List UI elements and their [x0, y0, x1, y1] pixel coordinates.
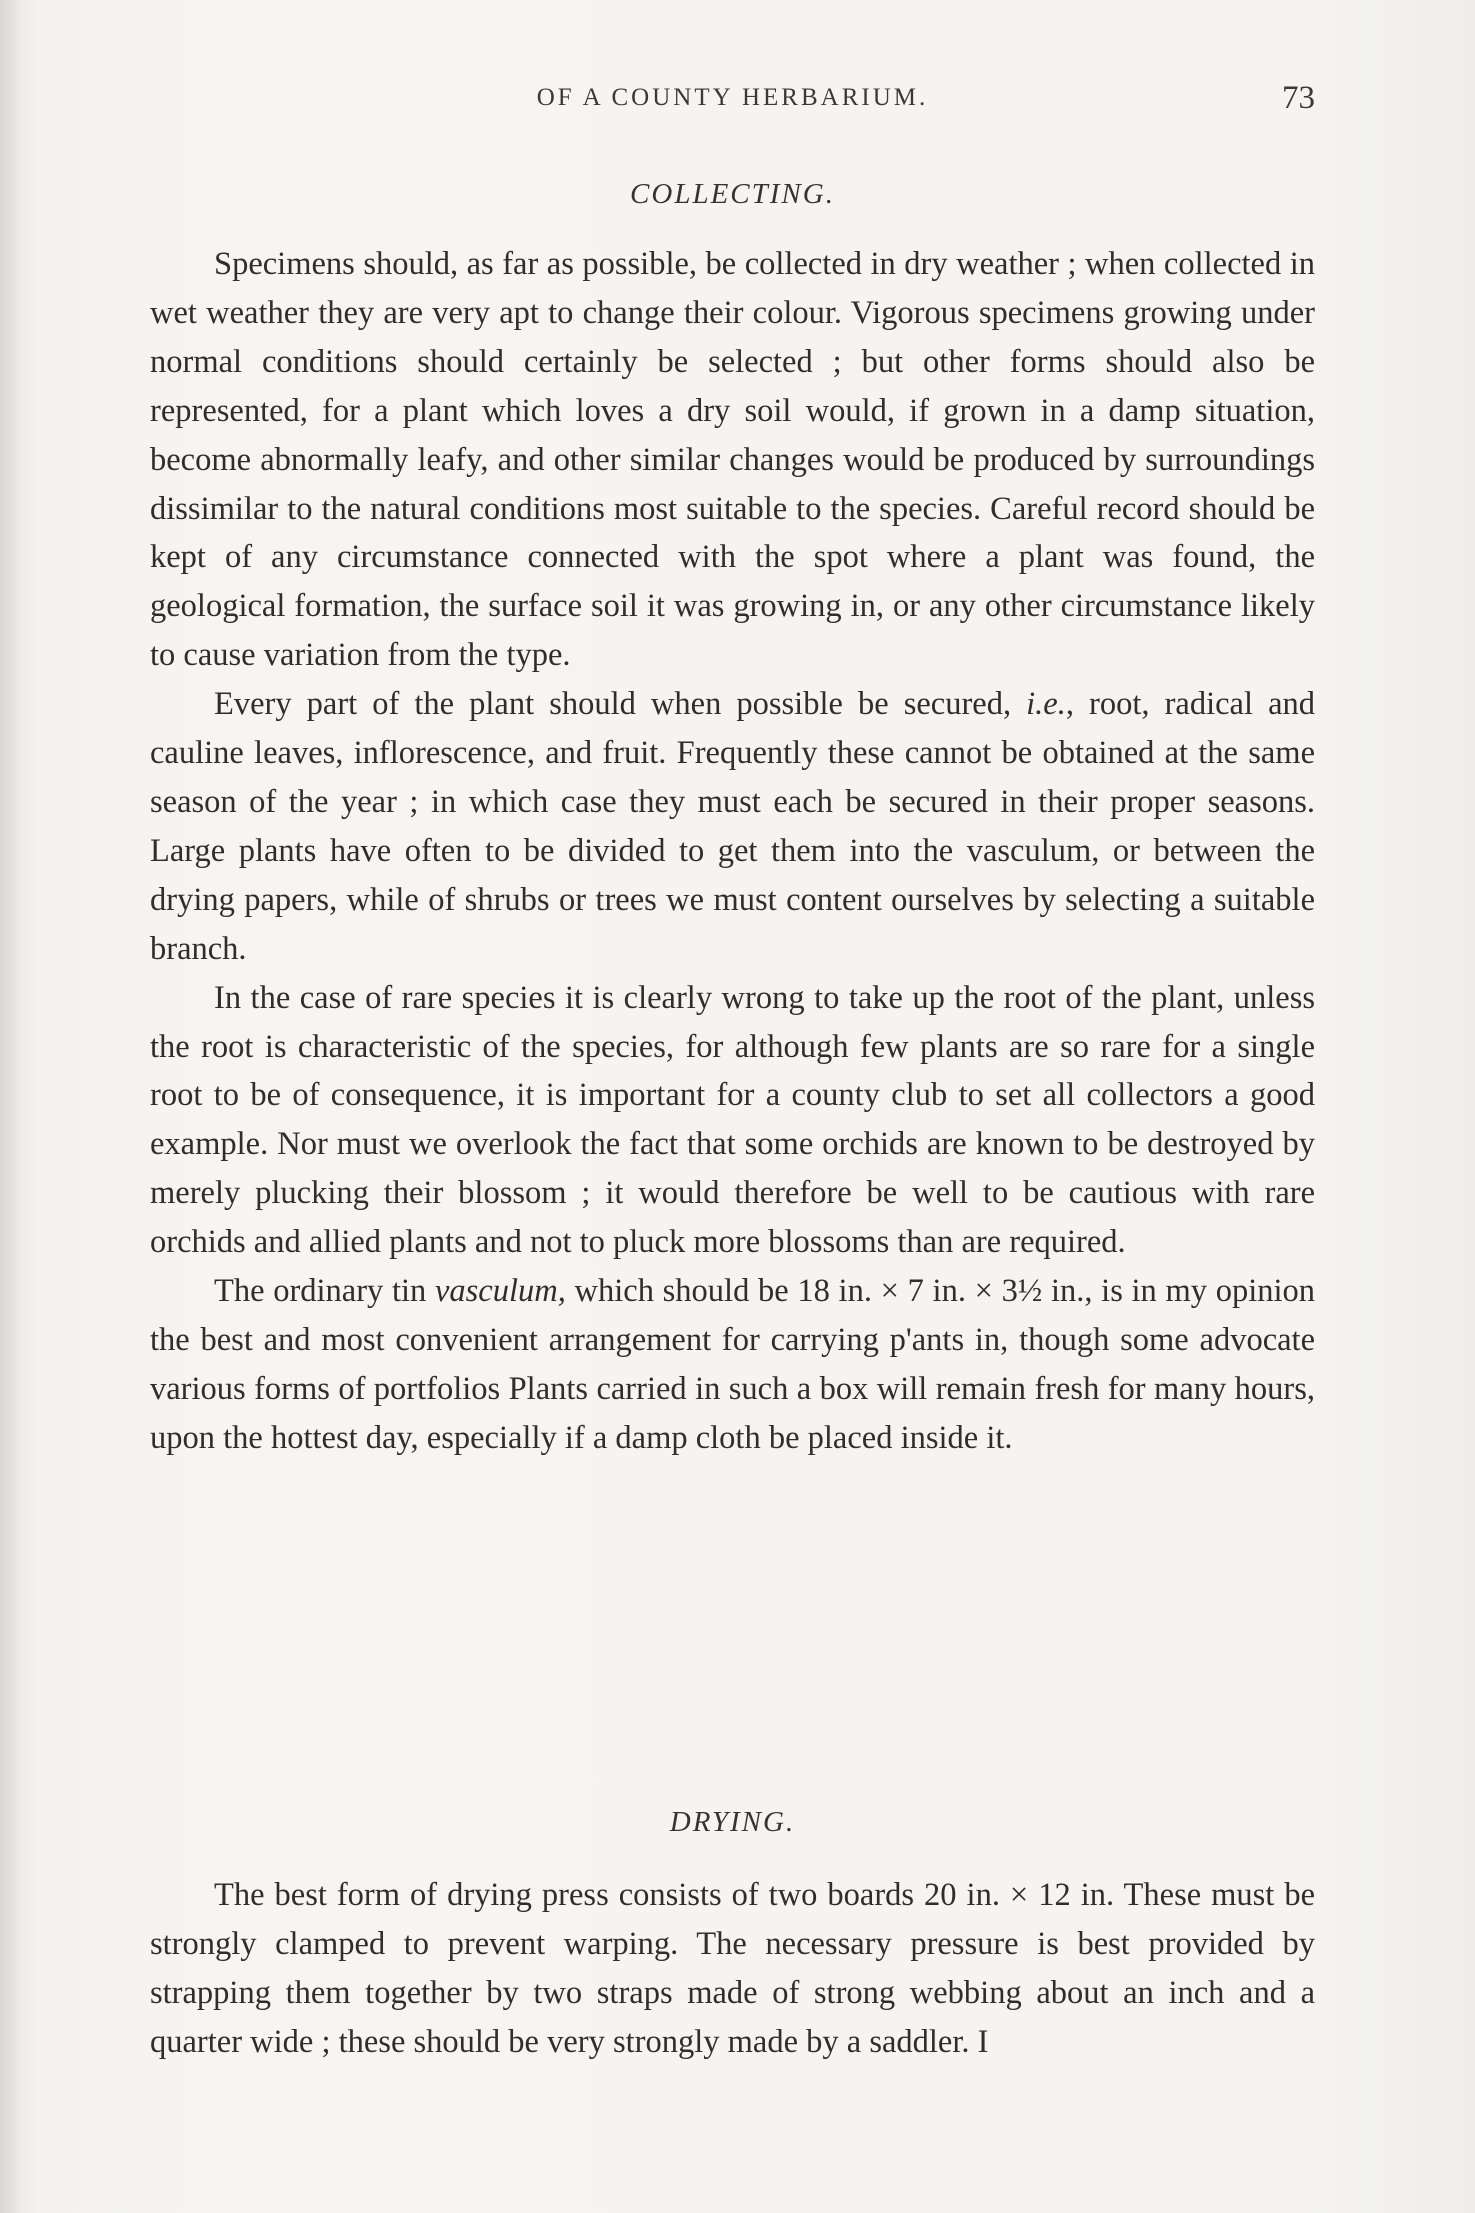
paragraph: [150, 240, 1315, 680]
paragraph-text: The ordinary tin: [214, 1273, 435, 1310]
section-heading-drying: DRYING.: [669, 1806, 796, 1838]
italic-term: vasculum,: [434, 1273, 566, 1310]
section-heading-collecting: COLLECTING.: [630, 178, 835, 210]
page-number: 73: [1282, 80, 1315, 116]
paragraph-text: Specimens should, as far as possible, be collected in dry weather ; when collected in wet weather they are very apt to change their colour. Vigorous specimens growing under normal conditions should certainly be selected ; but other forms should also be represented, for a plant which loves a dry soil would, if grown in a damp situation, become abnormally leafy, and other similar changes would be produced by surroundings dissimilar to the natural conditions most suitable to the species. Careful record should be kept of any circumstance connected with the spot where a plant was found, the geological formation, the surface soil it was growing in, or any other circumstance likely to cause variation from the type.: [150, 246, 1315, 674]
paragraph: [150, 680, 1315, 973]
section-body-drying: [150, 1871, 1315, 2067]
page-edge-shadow: [0, 0, 22, 2213]
paragraph-text: In the case of rare species it is clearly wrong to take up the root of the plant, unless the root is characteristic of the species, for although few plants are so rare for a single root to be of consequence, it is important for a county club to set all collectors a good example. Nor must we overlook the fact that some orchids are known to be destroyed by merely plucking their blossom ; it would therefore be well to be cautious with rare orchids and allied plants and not to pluck more blossoms than are required.: [150, 979, 1315, 1261]
paragraph: [150, 1267, 1315, 1463]
paragraph-text: , root, radical and cauline leaves, inflorescence, and fruit. Frequently these cannot be obtained at the same season of the year ; in which case they must each be secured in their proper seasons. Large plants have often to be divided to get them into the vasculum, or between the drying papers, while of shrubs or trees we must content ourselves by selecting a suitable branch.: [150, 686, 1315, 967]
paragraph-text: which should be 18 in. × 7 in. × 3½ in., is in my opinion the best and most convenient arrangement for carrying p'ants in, though some advocate various forms of portfolios Plants carried in such a box will remain fresh for many hours, upon the hottest day, especially if a damp cloth be placed inside it.: [150, 1273, 1315, 1456]
running-head: [150, 80, 1315, 120]
section-body-collecting: [150, 240, 1315, 1463]
running-title: OF A COUNTY HERBARIUM.: [536, 84, 929, 111]
paragraph: [150, 1871, 1315, 2067]
italic-abbreviation: i.e.: [1026, 686, 1066, 723]
paragraph: [150, 974, 1315, 1267]
paragraph-text: The best form of drying press consists of two boards 20 in. × 12 in. These must be strongly clamped to prevent warping. The necessary pressure is best provided by strapping them together by two straps made of strong webbing about an inch and a quarter wide ; these should be very strongly made by a saddler. I: [150, 1877, 1315, 2060]
paragraph-text: Every part of the plant should when possible be secured,: [214, 686, 1027, 723]
